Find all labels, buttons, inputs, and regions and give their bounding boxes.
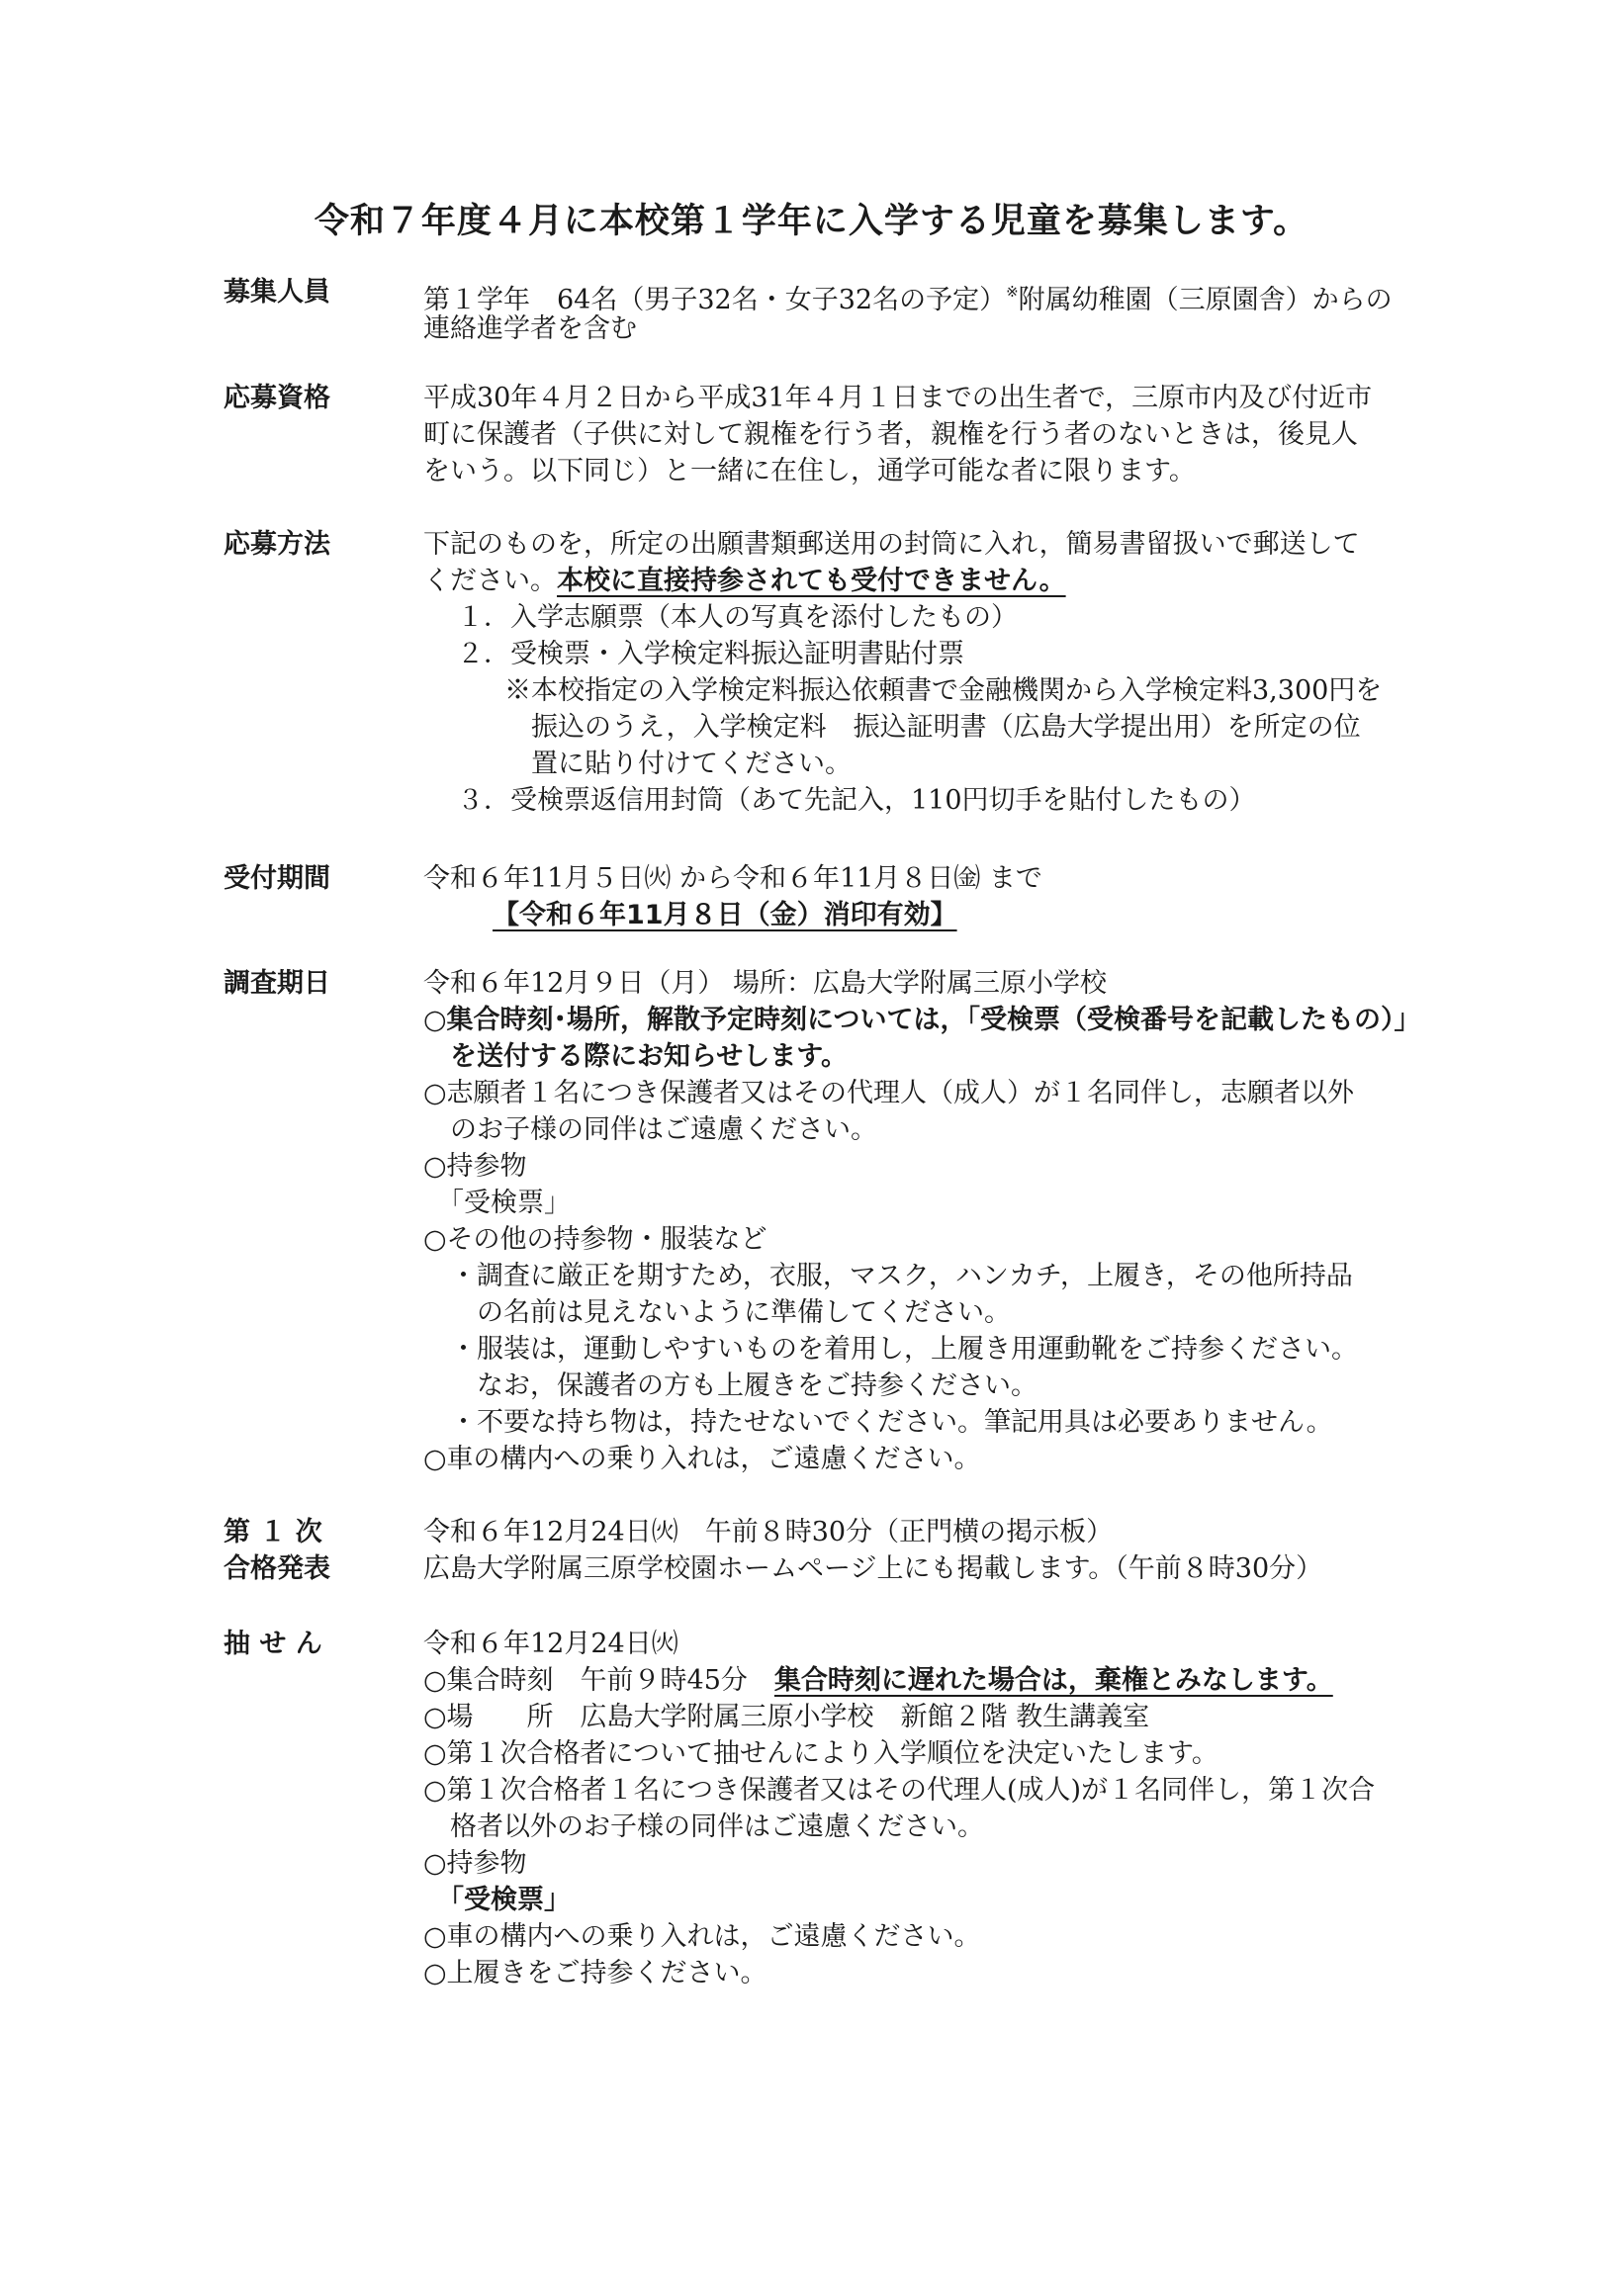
method-note-1: ※本校指定の入学検定料振込依頼書で金融機関から入学検定料3,300円を bbox=[504, 675, 1383, 706]
survey-line-13: ・不要な持ち物は，持たせないでください。筆記用具は必要ありません。 bbox=[450, 1407, 1333, 1438]
survey-line-9: ・調査に厳正を期すため，衣服，マスク，ハンカチ，上履き，その他所持品 bbox=[450, 1261, 1353, 1291]
lottery-line-10: ○上履きをご持参ください。 bbox=[423, 1958, 767, 1988]
survey-line-4: ○志願者１名につき保護者又はその代理人（成人）が１名同伴し，志願者以外 bbox=[423, 1078, 1355, 1108]
label-first-pass-1: 第 １ 次 bbox=[224, 1517, 322, 1547]
lottery-line-8: 「受検票」 bbox=[437, 1885, 571, 1915]
lottery-line-5: ○第１次合格者１名につき保護者又はその代理人(成人)が１名同伴し，第１次合 bbox=[423, 1775, 1376, 1806]
label-first-pass-2: 合格発表 bbox=[224, 1553, 330, 1584]
method-note-2: 振込のうえ，入学検定料 振込証明書（広島大学提出用）を所定の位 bbox=[531, 712, 1361, 743]
survey-line-3: を送付する際にお知らせします。 bbox=[450, 1041, 849, 1072]
method-item-2: ２．受検票・入学検定料振込証明書貼付票 bbox=[457, 639, 964, 669]
lottery-line-2a: ○集合時刻 午前９時45分 bbox=[423, 1665, 748, 1696]
document-title: 令和７年度４月に本校第１学年に入学する児童を募集します。 bbox=[314, 202, 1309, 241]
period-line-1: 令和６年11月５日㈫ から令和６年11月８日㈮ まで bbox=[423, 863, 1042, 894]
survey-line-2: ○集合時刻･場所，解散予定時刻については，「受検票（受検番号を記載したもの）」 bbox=[423, 1005, 1421, 1035]
method-note-3: 置に貼り付けてください。 bbox=[531, 749, 852, 779]
method-warning: 本校に直接持参されても受付できません。 bbox=[557, 566, 1066, 596]
survey-line-12: なお，保護者の方も上履きをご持参ください。 bbox=[477, 1370, 1037, 1401]
eligibility-line-2: 町に保護者（子供に対して親権を行う者，親権を行う者のないときは，後見人 bbox=[423, 419, 1358, 450]
label-eligibility: 応募資格 bbox=[224, 383, 330, 413]
lottery-warning: 集合時刻に遅れた場合は，棄権とみなします。 bbox=[773, 1665, 1333, 1696]
recruit-line-2: 連絡進学者を含む bbox=[423, 313, 637, 344]
first-pass-line-2: 広島大学附属三原学校園ホームページ上にも掲載します。（午前８時30分） bbox=[423, 1553, 1323, 1584]
method-line-2a: ください。 bbox=[423, 566, 557, 596]
lottery-line-1: 令和６年12月24日㈫ bbox=[423, 1629, 678, 1659]
method-item-1: １．入学志願票（本人の写真を添付したもの） bbox=[457, 602, 1018, 633]
survey-line-7: 「受検票」 bbox=[437, 1188, 571, 1218]
lottery-line-7: ○持参物 bbox=[423, 1848, 527, 1879]
lottery-line-9: ○車の構内への乗り入れは，ご遠慮ください。 bbox=[423, 1921, 981, 1952]
lottery-line-2 bbox=[423, 1662, 1333, 1699]
label-period: 受付期間 bbox=[224, 863, 330, 894]
lottery-line-4: ○第１次合格者について抽せんにより入学順位を決定いたします。 bbox=[423, 1738, 1218, 1769]
label-recruit: 募集人員 bbox=[224, 277, 330, 308]
recruit-line-1a: 第１学年 64名（男子32名・女子32名の予定） bbox=[423, 285, 1007, 315]
period-postmark-notice: 【令和６年11月８日（金）消印有効】 bbox=[493, 900, 957, 930]
recruit-note-mark: ※ bbox=[1006, 283, 1019, 301]
survey-line-8: ○その他の持参物・服装など bbox=[423, 1224, 767, 1255]
first-pass-line-1: 令和６年12月24日㈫ 午前８時30分（正門横の掲示板） bbox=[423, 1517, 1114, 1547]
survey-line-6: ○持参物 bbox=[423, 1151, 527, 1182]
survey-line-1: 令和６年12月９日（月） 場所：広島大学附属三原小学校 bbox=[423, 968, 1107, 999]
lottery-line-3: ○場 所 広島大学附属三原小学校 新館２階 教生講義室 bbox=[423, 1702, 1150, 1732]
eligibility-line-3: をいう。以下同じ）と一緒に在住し，通学可能な者に限ります。 bbox=[423, 456, 1196, 486]
survey-line-10: の名前は見えないように準備してください。 bbox=[477, 1297, 1011, 1328]
eligibility-line-1: 平成30年４月２日から平成31年４月１日までの出生者で，三原市内及び付近市 bbox=[423, 383, 1373, 413]
survey-line-11: ・服装は，運動しやすいものを着用し，上履き用運動靴をご持参ください。 bbox=[450, 1334, 1358, 1365]
lottery-line-6: 格者以外のお子様の同伴はご遠慮ください。 bbox=[450, 1811, 984, 1842]
survey-line-14: ○車の構内への乗り入れは，ご遠慮ください。 bbox=[423, 1444, 981, 1474]
method-item-3: ３．受検票返信用封筒（あて先記入，110円切手を貼付したもの） bbox=[457, 785, 1256, 816]
label-method: 応募方法 bbox=[224, 529, 330, 560]
label-survey: 調査期日 bbox=[224, 968, 330, 999]
method-line-2 bbox=[423, 563, 1066, 599]
survey-line-5: のお子様の同伴はご遠慮ください。 bbox=[450, 1114, 877, 1145]
method-line-1: 下記のものを，所定の出願書類郵送用の封筒に入れ，簡易書留扱いで郵送して bbox=[423, 529, 1360, 560]
recruit-line-1b: 附属幼稚園（三原園舎）からの bbox=[1018, 285, 1393, 315]
label-lottery: 抽 せ ん bbox=[224, 1629, 322, 1659]
